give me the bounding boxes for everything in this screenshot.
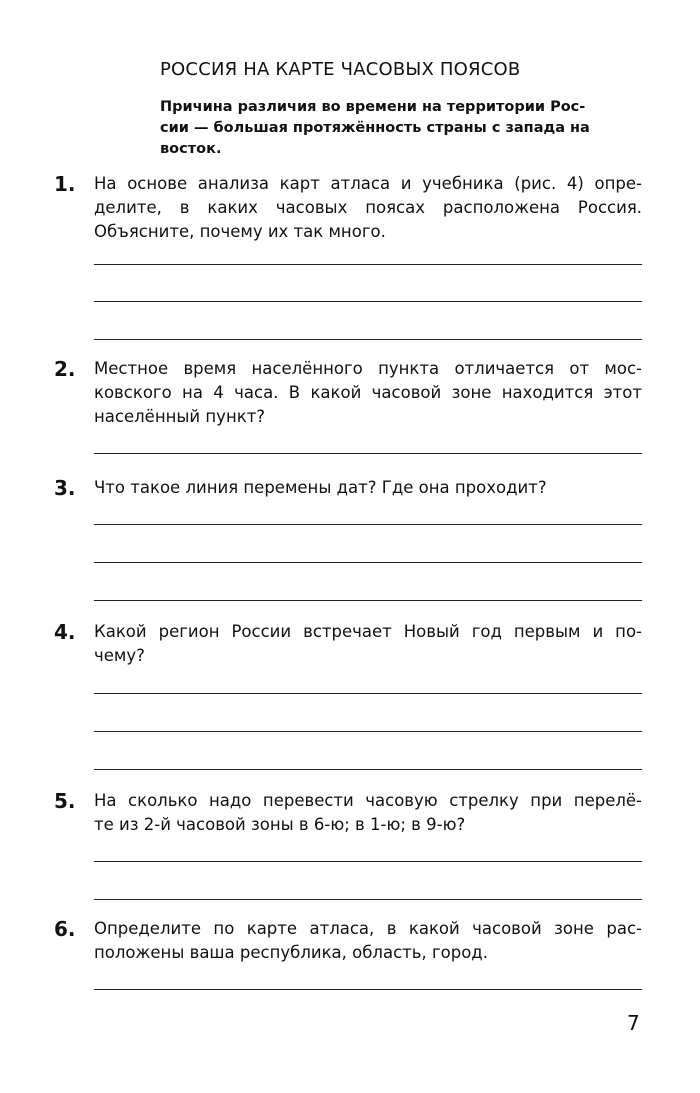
answer-line: [94, 899, 642, 900]
question-line: ковского на 4 часа. В какой часовой зоне находится этот: [94, 383, 642, 402]
question-6-text: [94, 917, 642, 965]
answer-line: [94, 524, 642, 525]
answer-line: [94, 264, 642, 265]
page-title: РОССИЯ НА КАРТЕ ЧАСОВЫХ ПОЯСОВ: [160, 59, 521, 80]
question-2-text: [94, 357, 642, 429]
question-line: Определите по карте атласа, в какой часовой зоне рас-: [94, 919, 642, 938]
answer-line: [94, 600, 642, 601]
question-line: делите, в каких часовых поясах расположена Россия.: [94, 198, 642, 217]
question-line: чему?: [94, 646, 145, 665]
answer-line: [94, 339, 642, 340]
answer-line: [94, 301, 642, 302]
question-4-number: 4.: [54, 620, 76, 644]
question-5-number: 5.: [54, 789, 76, 813]
question-line: те из 2-й часовой зоны в 6-ю; в 1-ю; в 9-ю?: [94, 815, 466, 834]
question-4-text: [94, 620, 642, 668]
intro-line: восток.: [160, 141, 222, 157]
question-6-number: 6.: [54, 917, 76, 941]
question-line: На сколько надо перевести часовую стрелку при перелё-: [94, 791, 642, 810]
question-2-number: 2.: [54, 357, 76, 381]
question-line: Какой регион России встречает Новый год первым и по-: [94, 622, 642, 641]
answer-line: [94, 769, 642, 770]
question-3-text: [94, 476, 642, 500]
question-line: Что такое линия перемены дат? Где она проходит?: [94, 478, 547, 497]
question-1-text: [94, 172, 642, 244]
answer-line: [94, 453, 642, 454]
question-5-text: [94, 789, 642, 837]
answer-line: [94, 693, 642, 694]
question-line: положены ваша республика, область, город.: [94, 943, 488, 962]
answer-line: [94, 562, 642, 563]
answer-line: [94, 861, 642, 862]
question-line: На основе анализа карт атласа и учебника (рис. 4) опре-: [94, 174, 642, 193]
answer-line: [94, 731, 642, 732]
intro-line: сии — большая протяжённость страны с запада на: [160, 120, 590, 136]
page-number: 7: [627, 1011, 640, 1035]
question-3-number: 3.: [54, 476, 76, 500]
intro-text: [160, 97, 630, 160]
question-line: населённый пункт?: [94, 407, 266, 426]
intro-line: Причина различия во времени на территории Рос-: [160, 99, 586, 115]
answer-line: [94, 989, 642, 990]
question-line: Объясните, почему их так много.: [94, 222, 386, 241]
question-1-number: 1.: [54, 172, 76, 196]
question-line: Местное время населённого пункта отличается от мос-: [94, 359, 642, 378]
